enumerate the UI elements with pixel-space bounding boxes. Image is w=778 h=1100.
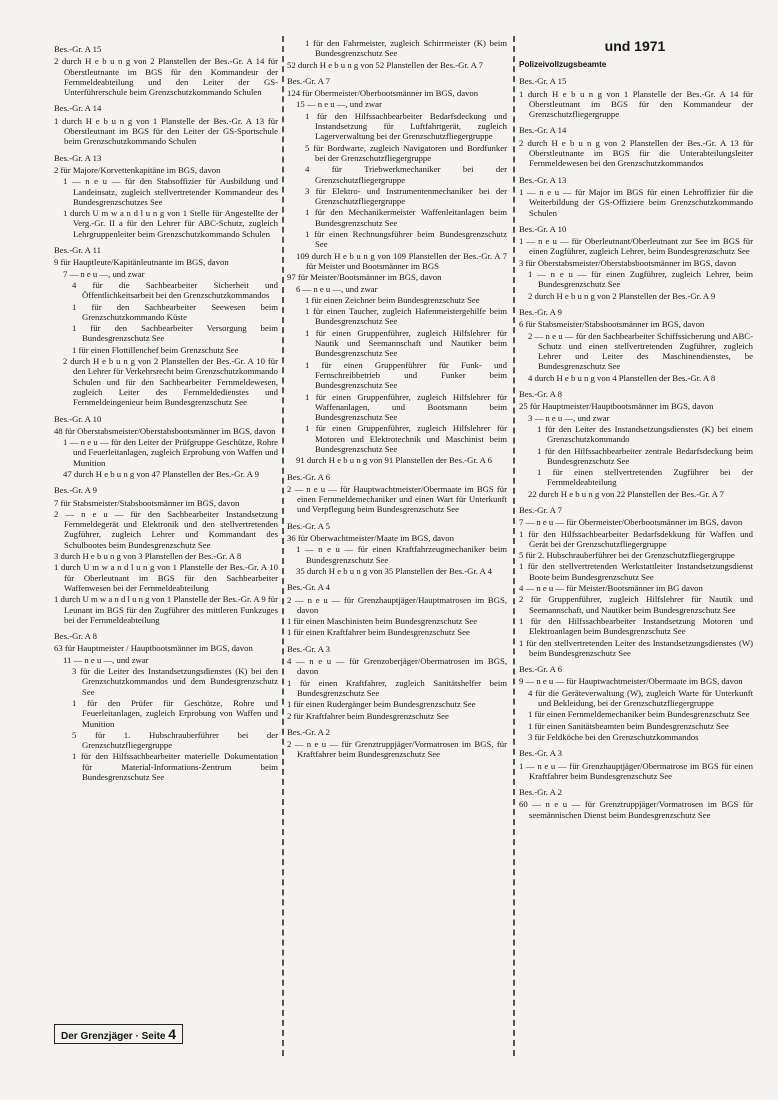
- entry: 3 für Oberstabsmeister/Oberstabsbootsmänner im BGS, davon: [519, 257, 737, 268]
- entry: 4 durch H e b u n g von 4 Planstellen der Bes.-Gr. A 8: [528, 372, 716, 383]
- entry: 2 durch H e b u n g von 2 Planstellen der Bes.-Gr. A 10 für den Lehrer für Verkehrsrecht beim Grenzschutzkommando Schulen und für den Sachbearbeiter Fernmeldewesen, zugleich Leiter des Fernmeldedienstes und Fernmeldeingenieur beim Bundesgrenzschutz See: [63, 356, 278, 408]
- page-footer: [54, 1024, 183, 1044]
- group-heading: Bes.-Gr. A 6: [519, 664, 562, 675]
- entry: 1 für einen Flottillenchef beim Grenzschutz See: [72, 344, 239, 355]
- group-heading: Bes.-Gr. A 11: [54, 245, 101, 256]
- entry: 9 für Hauptleute/Kapitänleutnante im BGS, davon: [54, 257, 229, 268]
- entry: 1 für den Hilfssachbearbeiter zentrale Bedarfsdeckung beim Bundesgrenzschutz See: [537, 445, 753, 466]
- group-heading: Bes.-Gr. A 15: [54, 44, 102, 54]
- group-heading: Bes.-Gr. A 7: [519, 504, 562, 515]
- entry: 11 — n e u —, und zwar: [63, 654, 149, 665]
- entry: 60 — n e u — für Grenztruppjäger/Vormatrosen im BGS für seemännischen Dienst beim Bundesgrenzschutz See: [519, 799, 753, 820]
- group-heading: Bes.-Gr. A 8: [519, 389, 562, 400]
- entry: 2 — n e u — für den Sachbearbeiter Instandsetzung Fernmeldegerät und Elektronik und den stellvertretenden Zugführer, zugleich Lehrer und Kommandant des Schulbootes beim Bundesgrenzschutz See: [54, 508, 278, 550]
- entry: 1 für den Sachbearbeiter Versorgung beim Bundesgrenzschutz See: [72, 323, 278, 344]
- entry: 3 für Elektro- und Instrumentenmechaniker bei der Grenzschutzfliegergruppe: [305, 185, 507, 207]
- entry: 1 — n e u — für einen Zugführer, zugleich Lehrer, beim Bundesgrenzschutz See: [528, 269, 753, 290]
- entry: 2 — n e u — für den Sachbearbeiter Schiffssicherung und ABC-Schutz und einen stellvertretenden Zugführer, zugleich Lehrer und Leiter des Maschinendienstes, be Bundesgrenzschutz See: [528, 330, 753, 372]
- entry: 15 — n e u —, und zwar: [296, 99, 382, 110]
- entry: 25 für Hauptmeister/Hauptbootsmänner im BGS, davon: [519, 401, 714, 412]
- entry: 2 — n e u — für Grenzhauptjäger/Hauptmatrosen im BGS, davon: [287, 594, 507, 615]
- entry: 1 für den Sachbearbeiter Seewesen beim Grenzschutzkommando Küste: [72, 301, 278, 322]
- entry: 1 durch U m w a n d l u n g von 1 Planstelle der Bes.-Gr. A 9 für Leunant im BGS für den Zugführer des mittleren Funkzuges bei der Fernmeldeabteilung: [54, 594, 278, 625]
- group-heading: Bes.-Gr. A 13: [54, 152, 102, 163]
- entry: 2 — n e u — für Grenztruppjäger/Vormatrosen im BGS, für Kraftfahrer beim Bundesgrenzschutz See: [287, 739, 507, 760]
- column-divider: [513, 36, 515, 1056]
- entry: 4 für die Sachbearbeiter Sicherheit und Öffentlichkeitsarbeit bei den Grenzschutzkommandos: [72, 279, 278, 301]
- entry: 2 durch H e b u n g von 2 Planstellen der Bes.-Gr. A 9: [528, 290, 716, 301]
- group-heading: Bes.-Gr. A 10: [54, 413, 102, 424]
- entry: 4 für Triebwerkmechaniker bei der Grenzschutzfliegergruppe: [305, 164, 507, 185]
- group-heading: Bes.-Gr. A 4: [287, 582, 330, 593]
- group-heading: Bes.-Gr. A 2: [519, 787, 562, 798]
- entry: 1 für den Mechanikermeister Waffenleitanlagen beim Bundesgrenzschutz See: [305, 207, 507, 228]
- entry: 1 für einen Gruppenführer, zugleich Hilfslehrer für Waffenanlagen, und Bootsmann beim Bundesgrenzschutz See: [305, 391, 507, 423]
- column-divider: [282, 36, 284, 1056]
- entry: 1 für den Fahrmeister, zugleich Schirrmeister (K) beim Bundesgrenzschutz See: [305, 38, 507, 59]
- group-heading: Bes.-Gr. A 10: [519, 223, 567, 234]
- group-heading: Bes.-Gr. A 13: [519, 174, 567, 185]
- text-column-2: [287, 38, 507, 761]
- entry: 36 für Oberwachtmeister/Maate im BGS, davon: [287, 533, 454, 544]
- entry: 4 — n e u — für Meister/Bootsmänner im BG davon: [519, 583, 703, 594]
- group-heading: Bes.-Gr. A 3: [287, 643, 330, 654]
- entry: 1 — n e u — für einen Kraftfahrzeugmechaniker beim Bundesgrenzschutz See: [296, 544, 507, 565]
- entry: 1 durch U m w a n d l u n g von 1 Stelle für Angestellte der Verg.-Gr. II a für den Lehrer für ABC-Schutz, zugleich Lehrgruppenleiter beim Grenzschutzkommando Schulen: [63, 208, 278, 239]
- entry: 1 — n e u — für Major im BGS für einen Lehroffizier für die Weiterbildung der GS-Offiziere beim Grenzschutzkommando Schulen: [519, 186, 753, 218]
- entry: 35 durch H e b u n g von 35 Planstellen der Bes.-Gr. A 4: [296, 565, 492, 576]
- group-heading: Bes.-Gr. A 14: [54, 103, 102, 114]
- entry: 1 — n e u — für Oberleutnant/Oberleutnant zur See im BGS für einen Zugführer, zugleich Lehrer, beim Bundesgrenzschutz See: [519, 236, 753, 257]
- entry: 109 durch H e b u n g von 109 Planstellen der Bes.-Gr. A 7 für Meister und Bootsmänner im BGS: [296, 250, 507, 271]
- entry: 5 für 1. Hubschrauberführer bei der Grenzschutzfliegergruppe: [72, 729, 278, 751]
- entry: 22 durch H e b u n g von 22 Planstellen der Bes.-Gr. A 7: [528, 488, 724, 499]
- entry: 1 für den Leiter des Instandsetzungsdienstes (K) bei einem Grenzschutzkommando: [537, 423, 753, 445]
- entry: 5 für Bordwarte, zugleich Navigatoren und Bordfunker bei der Grenzschutzfliegergruppe: [305, 142, 507, 163]
- entry: 4 — n e u — für Grenzoberjäger/Obermatrosen im BGS, davon: [287, 656, 507, 677]
- entry: 1 durch U m w a n d l u n g von 1 Planstelle der Bes.-Gr. A 10 für Oberleutnant im BGS für den Sachbearbeiter Waffenwesen bei der Fernmeldeabteilung: [54, 562, 278, 593]
- entry: 1 durch H e b u n g von 1 Planstelle der Bes.-Gr. A 13 für Oberstleutnant im BGS für den Leiter der GS-Sportschule beim Grenzschutzkommando Schulen: [54, 115, 278, 147]
- entry: 7 — n e u — für Obermeister/Oberbootsmänner im BGS, davon: [519, 517, 743, 528]
- entry: 2 — n e u — für Hauptwachtmeister/Obermaate im BGS für einen Fernmeldemechaniker und einen Wart für Unterkunft und Verpflegung beim Bundesgrenzschutz See: [287, 483, 507, 515]
- entry: 2 für Kraftfahrer beim Bundesgrenzschutz See: [287, 710, 449, 721]
- group-heading: Bes.-Gr. A 3: [519, 748, 562, 759]
- entry: 52 durch H e b u n g von 52 Planstellen der Bes.-Gr. A 7: [287, 59, 483, 70]
- page-number: 4: [168, 1026, 177, 1042]
- entry: 1 für einen Rudergänger beim Bundesgrenzschutz See: [287, 699, 476, 710]
- entry: 2 durch H e b u n g von 2 Planstellen der Bes.-Gr. A 14 für Oberstleutnante im BGS für den Kommandeur der Fernmeldeabteilung und den Leiter der GS-Unterführerschule beim Grenzschutzkommando Schulen: [54, 56, 278, 98]
- entry: 1 durch H e b u n g von 1 Planstelle der Bes.-Gr. A 14 für Oberstleutnant im BGS für den Kommandeur der Grenzschutzfliegergruppe: [519, 88, 753, 120]
- text-column-1: [54, 38, 278, 783]
- footer-label: Der Grenzjäger · Seite: [61, 1031, 166, 1042]
- entry: 2 für Gruppenführer, zugleich Hilfslehrer für Nautik und Seemannschaft, und Nautiker beim Bundesgrenzschutz See: [519, 594, 753, 615]
- entry: 1 für einen Maschinisten beim Bundesgrenzschutz See: [287, 616, 478, 627]
- group-heading: Bes.-Gr. A 8: [54, 631, 97, 642]
- text-column-3: [519, 60, 753, 821]
- group-heading: Bes.-Gr. A 9: [54, 485, 97, 496]
- entry: 3 durch H e b u n g von 3 Planstellen der Bes.-Gr. A 8: [54, 551, 242, 562]
- entry: 3 — n e u —, und zwar: [528, 412, 610, 423]
- entry: 1 — n e u — für den Stabsoffizier für Ausbildung und Landeinsatz, zugleich stellvertretender Kommandeur des Bundesgrenzschutzes See: [63, 176, 278, 207]
- group-heading: Bes.-Gr. A 14: [519, 125, 567, 136]
- entry: 1 für den stellvertretenden Werkstattleiter Instandsetzungsdienst Boote beim Bundesgrenzschutz See: [519, 561, 753, 582]
- page-header: und 1971: [604, 38, 666, 54]
- entry: 1 für einen Fernmeldemechaniker beim Bundesgrenzschutz See: [528, 709, 750, 720]
- group-heading: Bes.-Gr. A 2: [287, 726, 330, 737]
- group-heading: Bes.-Gr. A 9: [519, 306, 562, 317]
- entry: 48 für Oberstabsmeister/Oberstabsbootsmänner im BGS, davon: [54, 425, 276, 436]
- entry: 7 — n e u —, und zwar: [63, 268, 145, 279]
- entry: 2 für Majore/Korvettenkapitäne im BGS, davon: [54, 164, 221, 175]
- entry: 1 für einen Sanitätsbeamten beim Bundesgrenzschutz See: [528, 720, 729, 731]
- entry: 4 für die Geräteverwaltung (W), zugleich Warte für Unterkunft und Bekleidung, bei der Grenzschutzfliegergruppe: [528, 687, 753, 709]
- entry: 47 durch H e b u n g von 47 Planstellen der Bes.-Gr. A 9: [63, 468, 259, 479]
- group-heading: Bes.-Gr. A 5: [287, 520, 330, 531]
- entry: 1 für einen Rechnungsführer beim Bundesgrenzschutz See: [305, 229, 507, 250]
- entry: 5 für 2. Hubschrauberführer bei der Grenzschutzfliegergruppe: [519, 550, 735, 561]
- group-heading: Bes.-Gr. A 6: [287, 471, 330, 482]
- entry: 9 — n e u — für Hauptwachtmeister/Obermaate im BGS, davon: [519, 676, 743, 687]
- entry: 1 für einen Kraftfahrer, zugleich Sanitätshelfer beim Bundesgrenzschutz See: [287, 677, 507, 698]
- entry: 1 — n e u — für Grenzhauptjäger/Obermatrose im BGS für einen Kraftfahrer beim Bundesgrenzschutz See: [519, 760, 753, 781]
- entry: 1 — n e u — für den Leiter der Prüfgruppe Geschütze, Rohre und Feuerleitanlagen, zugleich Erprobung von Waffen und Munition: [63, 437, 278, 468]
- entry: 6 für Stabsmeister/Stabsbootsmänner im BGS, davon: [519, 319, 705, 330]
- entry: 1 für einen Gruppenführer, zugleich Hilfslehrer für Motoren und Elektrotechnik und Maschinist beim Bundesgrenzschutz See: [305, 423, 507, 454]
- entry: 124 für Obermeister/Oberbootsmänner im BGS, davon: [287, 88, 479, 99]
- entry: 7 für Stabsmeister/Stabsbootsmänner im BGS, davon: [54, 497, 240, 508]
- entry: 1 für den Hilfssachbearbeiter materielle Dokumentation für Material-Informations-Zentrum beim Bundesgrenzschutz See: [72, 751, 278, 782]
- group-heading: Bes.-Gr. A 15: [519, 76, 567, 87]
- entry: 63 für Hauptmeister / Hauptbootsmänner im BGS, davon: [54, 643, 253, 654]
- group-heading: Bes.-Gr. A 7: [287, 75, 330, 86]
- entry: 91 durch H e b u n g von 91 Planstellen der Bes.-Gr. A 6: [296, 455, 492, 466]
- entry: 1 für einen Zeichner beim Bundesgrenzschutz See: [305, 294, 480, 305]
- section-subheading: Polizeivollzugsbeamte: [519, 60, 607, 69]
- entry: 1 für einen Taucher, zugleich Hafenmeistergehilfe beim Bundesgrenzschutz See: [305, 306, 507, 327]
- entry: 1 für den Hilfssachbearbeiter Instandsetzung Motoren und Elektroanlagen beim Bundesgrenzschutz See: [519, 615, 753, 637]
- entry: 6 — n e u —, und zwar: [296, 283, 378, 294]
- entry: 1 für den stellvertretenden Leiter des Instandsetzungsdienstes (W) beim Bundesgrenzschutz See: [519, 637, 753, 658]
- entry: 1 für den Hilfssachbearbeiter Bedarfsdekkung für Waffen und Gerät bei der Grenzschutzfliegergruppe: [519, 528, 753, 549]
- entry: 1 für den Prüfer für Geschütze, Rohre und Feuerleitanlagen, zugleich Erprobung von Waffen und Munition: [72, 697, 278, 729]
- entry: 2 durch H e b u n g von 2 Planstellen der Bes.-Gr. A 13 für Oberstleutnante im BGS für die Unterabteilungsleiter Fernmeldewesen bei den Grenzschutzkommandos: [519, 137, 753, 169]
- entry: 97 für Meister/Bootsmänner im BGS, davon: [287, 272, 442, 283]
- entry: 1 für einen stellvertretenden Zugführer bei der Fernmeldeabteilung: [537, 467, 753, 488]
- entry: 3 für Feldköche bei den Grenzschutzkommandos: [528, 731, 699, 742]
- entry: 1 für den Hilfssachbearbeiter Bedarfsdeckung und Instandsetzung für Luftfahrtgerät, zugleich Lagerverwaltung bei der Grenzschutzfliegergruppe: [305, 110, 507, 142]
- entry: 1 für einen Gruppenführer für Funk- und Fernschreibbetrieb und Funker beim Bundesgrenzschutz See: [305, 359, 507, 391]
- entry: 3 für die Leiter des Instandsetzungsdienstes (K) bei den Grenzschutzkommandos und dem Bundesgrenzschutz See: [72, 666, 278, 697]
- entry: 1 für einen Kraftfahrer beim Bundesgrenzschutz See: [287, 627, 470, 638]
- entry: 1 für einen Gruppenführer, zugleich Hilfslehrer für Nautik und Seemannschaft und Nautiker beim Bundesgrenzschutz See: [305, 327, 507, 359]
